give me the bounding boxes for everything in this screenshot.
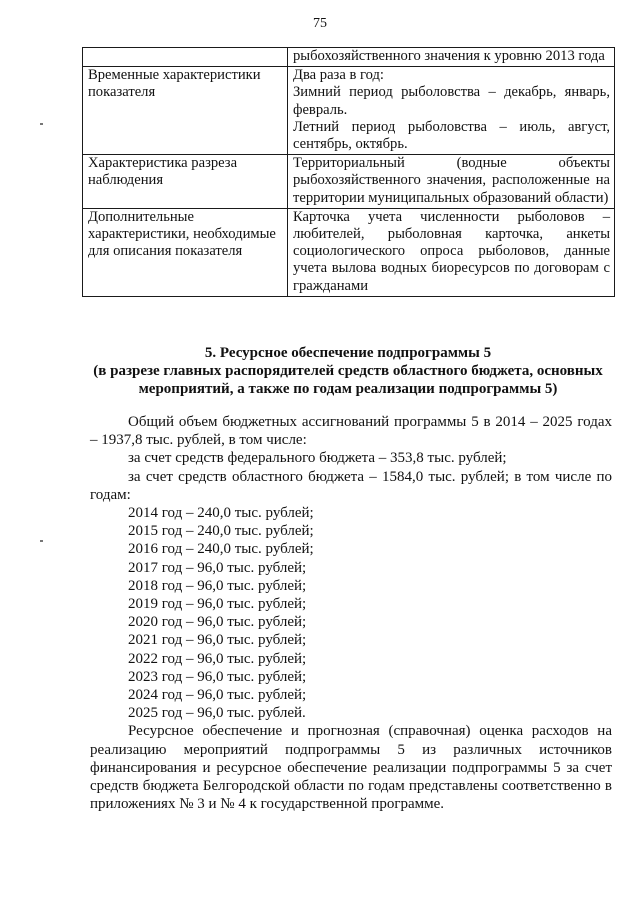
indicator-table — [82, 47, 615, 297]
paragraph-regional: за счет средств областного бюджета – 1584,0 тыс. рублей; в том числе по годам: — [90, 468, 612, 503]
body-text — [90, 413, 612, 813]
section-heading — [82, 344, 614, 398]
page-number: 75 — [313, 16, 327, 31]
margin-mark — [40, 123, 43, 125]
section-title: 5. Ресурсное обеспечение подпрограммы 5 — [204, 345, 492, 361]
table-cell-value — [288, 208, 615, 296]
year-line: 2021 год – 96,0 тыс. рублей; — [128, 632, 307, 649]
year-line: 2015 год – 240,0 тыс. рублей; — [128, 523, 314, 540]
margin-mark — [40, 540, 43, 542]
table-row — [83, 48, 615, 67]
year-line: 2017 год – 96,0 тыс. рублей; — [128, 559, 307, 576]
year-line: 2020 год – 96,0 тыс. рублей; — [128, 614, 307, 631]
year-line: 2022 год – 96,0 тыс. рублей; — [128, 650, 307, 667]
year-line: 2016 год – 240,0 тыс. рублей; — [128, 541, 314, 558]
year-line: 2024 год – 96,0 тыс. рублей; — [128, 687, 307, 704]
table-cell-label: Временные характеристики показателя — [83, 67, 288, 155]
table-cell-label: Характеристика разреза наблюдения — [83, 155, 288, 209]
cell-text: Летний период рыболовства – июль, август, сентябрь, октябрь. — [293, 118, 610, 153]
table-cell-value — [288, 67, 615, 155]
section-subtitle-line: мероприятий, а также по годам реализации подпрограммы 5) — [138, 381, 558, 397]
year-line: 2014 год – 240,0 тыс. рублей; — [128, 505, 314, 522]
cell-text: Территориальный (водные объекты рыбохозяйственного значения, расположенные на территории муниципальных образований области) — [293, 155, 610, 206]
cell-text: Два раза в год: — [293, 67, 384, 84]
table-cell-label: Дополнительные характеристики, необходимые для описания показателя — [83, 208, 288, 296]
section-subtitle-line: (в разрезе главных распорядителей средств областного бюджета, основных — [93, 363, 603, 379]
year-line: 2023 год – 96,0 тыс. рублей; — [128, 668, 307, 685]
table-row — [83, 155, 615, 209]
table-cell-value — [288, 48, 615, 67]
paragraph-closing: Ресурсное обеспечение и прогнозная (справочная) оценка расходов на реализацию мероприятий подпрограммы 5 из различных источников финансирования и ресурсное обеспечение реализации подпрограммы 5 за счет средств бюджета Белгородской области по годам представлены соответственно в приложениях № 3 и № 4 к государственной программе. — [90, 723, 612, 813]
table-cell-label — [83, 48, 288, 67]
table-row — [83, 67, 615, 155]
year-line: 2018 год – 96,0 тыс. рублей; — [128, 577, 307, 594]
table-cell-value — [288, 155, 615, 209]
year-line: 2019 год – 96,0 тыс. рублей; — [128, 596, 307, 613]
table-row — [83, 208, 615, 296]
paragraph-intro: Общий объем бюджетных ассигнований программы 5 в 2014 – 2025 годах – 1937,8 тыс. рублей, в том числе: — [90, 414, 612, 449]
paragraph-federal: за счет средств федерального бюджета – 353,8 тыс. рублей; — [128, 450, 507, 467]
cell-text: Зимний период рыболовства – декабрь, январь, февраль. — [293, 84, 610, 118]
cell-text: рыбохозяйственного значения к уровню 2013 года — [293, 48, 605, 64]
year-line: 2025 год – 96,0 тыс. рублей. — [128, 705, 306, 722]
cell-text: Карточка учета численности рыболовов – любителей, рыболовная карточка, анкеты социологического опроса рыболовов, данные учета вылова водных биоресурсов по договорам с гражданами — [293, 208, 610, 294]
